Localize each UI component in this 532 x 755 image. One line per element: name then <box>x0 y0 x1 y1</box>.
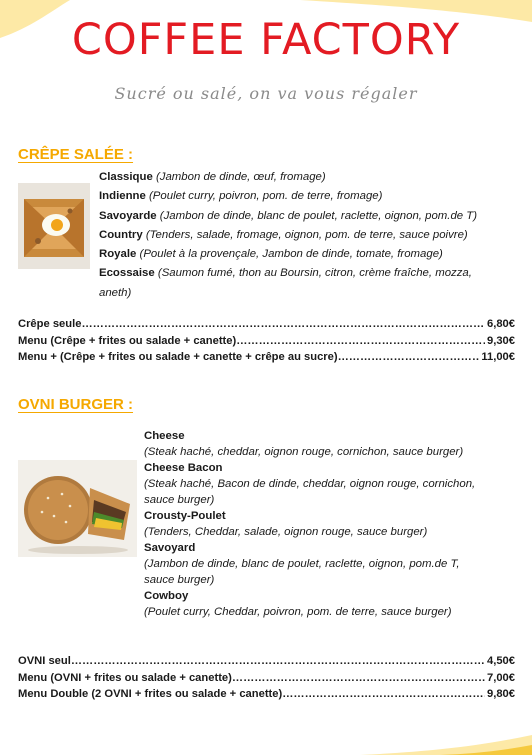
dot-leader <box>232 670 485 687</box>
list-item <box>99 187 477 206</box>
price-row <box>18 686 515 703</box>
price-value: 4,50€ <box>487 655 515 667</box>
item-name: Ecossaise <box>99 267 155 280</box>
price-label: Menu (OVNI + frites ou salade + canette) <box>18 671 232 684</box>
page-subtitle: Sucré ou salé, on va vous régaler <box>114 84 418 103</box>
item-description: (Tenders, Cheddar, salade, oignon rouge, sauce burger) <box>144 526 428 538</box>
item-name: Classique <box>99 171 153 183</box>
item-description: (Steak haché, Bacon de dinde, cheddar, oignon rouge, cornichon, <box>144 478 476 490</box>
list-item <box>144 460 475 508</box>
item-name: Crousty-Poulet <box>144 510 226 522</box>
dot-leader <box>338 349 480 366</box>
crepe-price-list <box>18 316 515 366</box>
crepe-section-heading: CRÊPE SALÉE : <box>18 146 134 163</box>
list-item <box>144 428 475 460</box>
item-description: (Saumon fumé, thon au Boursin, citron, crème fraîche, mozza, <box>157 267 472 280</box>
item-description: (Jambon de dinde, blanc de poulet, raclette, oignon, pom.de T, <box>144 558 460 570</box>
list-item <box>99 226 477 245</box>
item-name: Savoyard <box>144 542 196 554</box>
price-row <box>18 653 515 670</box>
burger-price-list <box>18 653 515 703</box>
price-label: OVNI seul <box>18 655 71 667</box>
list-item <box>144 588 475 620</box>
item-description: (Poulet à la provençale, Jambon de dinde, tomate, fromage) <box>139 248 443 261</box>
burger-section-heading: OVNI BURGER : <box>18 396 134 413</box>
item-description: (Poulet curry, poivron, pom. de terre, fromage) <box>149 190 383 203</box>
price-value: 6,80€ <box>487 318 515 330</box>
list-item <box>99 207 477 226</box>
burger-photo <box>18 460 137 557</box>
dot-leader <box>71 653 485 670</box>
item-name: Country <box>99 228 143 241</box>
list-item <box>99 168 477 187</box>
price-value: 11,00€ <box>481 351 515 364</box>
item-description: (Steak haché, cheddar, oignon rouge, cornichon, sauce burger) <box>144 446 464 458</box>
price-row <box>18 316 515 333</box>
price-row <box>18 670 515 687</box>
price-label: Menu Double (2 OVNI + frites ou salade + canette) <box>18 688 283 701</box>
item-description-continued: aneth) <box>99 286 132 299</box>
dot-leader <box>81 316 485 333</box>
list-item <box>99 264 477 283</box>
item-description-continued: sauce burger) <box>144 494 215 506</box>
item-description: (Jambon de dinde, blanc de poulet, raclette, oignon, pom.de T) <box>159 209 478 222</box>
price-value: 7,00€ <box>487 671 515 684</box>
item-description: (Poulet curry, Cheddar, poivron, pom. de terre, sauce burger) <box>144 606 452 618</box>
item-description: (Jambon de dinde, œuf, fromage) <box>155 171 326 183</box>
price-row <box>18 333 515 350</box>
dot-leader <box>236 333 485 350</box>
item-name: Cowboy <box>144 590 189 602</box>
item-name: Indienne <box>99 190 146 203</box>
price-value: 9,80€ <box>487 688 515 701</box>
crepe-item-list <box>99 168 477 303</box>
item-description-continued: sauce burger) <box>144 574 215 586</box>
price-label: Menu (Crêpe + frites ou salade + canette) <box>18 334 237 347</box>
list-item-continuation <box>99 284 477 303</box>
list-item <box>144 508 475 540</box>
dot-leader <box>282 686 485 703</box>
list-item <box>144 540 475 588</box>
item-name: Cheese <box>144 430 185 442</box>
burger-item-list <box>144 428 475 620</box>
item-description: (Tenders, salade, fromage, oignon, pom. de terre, sauce poivre) <box>145 228 468 241</box>
price-label: Menu + (Crêpe + frites ou salade + canette + crêpe au sucre) <box>18 351 338 364</box>
item-name: Cheese Bacon <box>144 462 223 474</box>
crepe-photo <box>18 183 90 269</box>
list-item <box>99 245 477 264</box>
price-label: Crêpe seule <box>18 318 82 330</box>
price-value: 9,30€ <box>487 334 515 347</box>
page-title: COFFEE FACTORY <box>71 15 461 65</box>
item-name: Savoyarde <box>99 209 157 222</box>
price-row <box>18 349 515 366</box>
item-name: Royale <box>99 248 137 261</box>
